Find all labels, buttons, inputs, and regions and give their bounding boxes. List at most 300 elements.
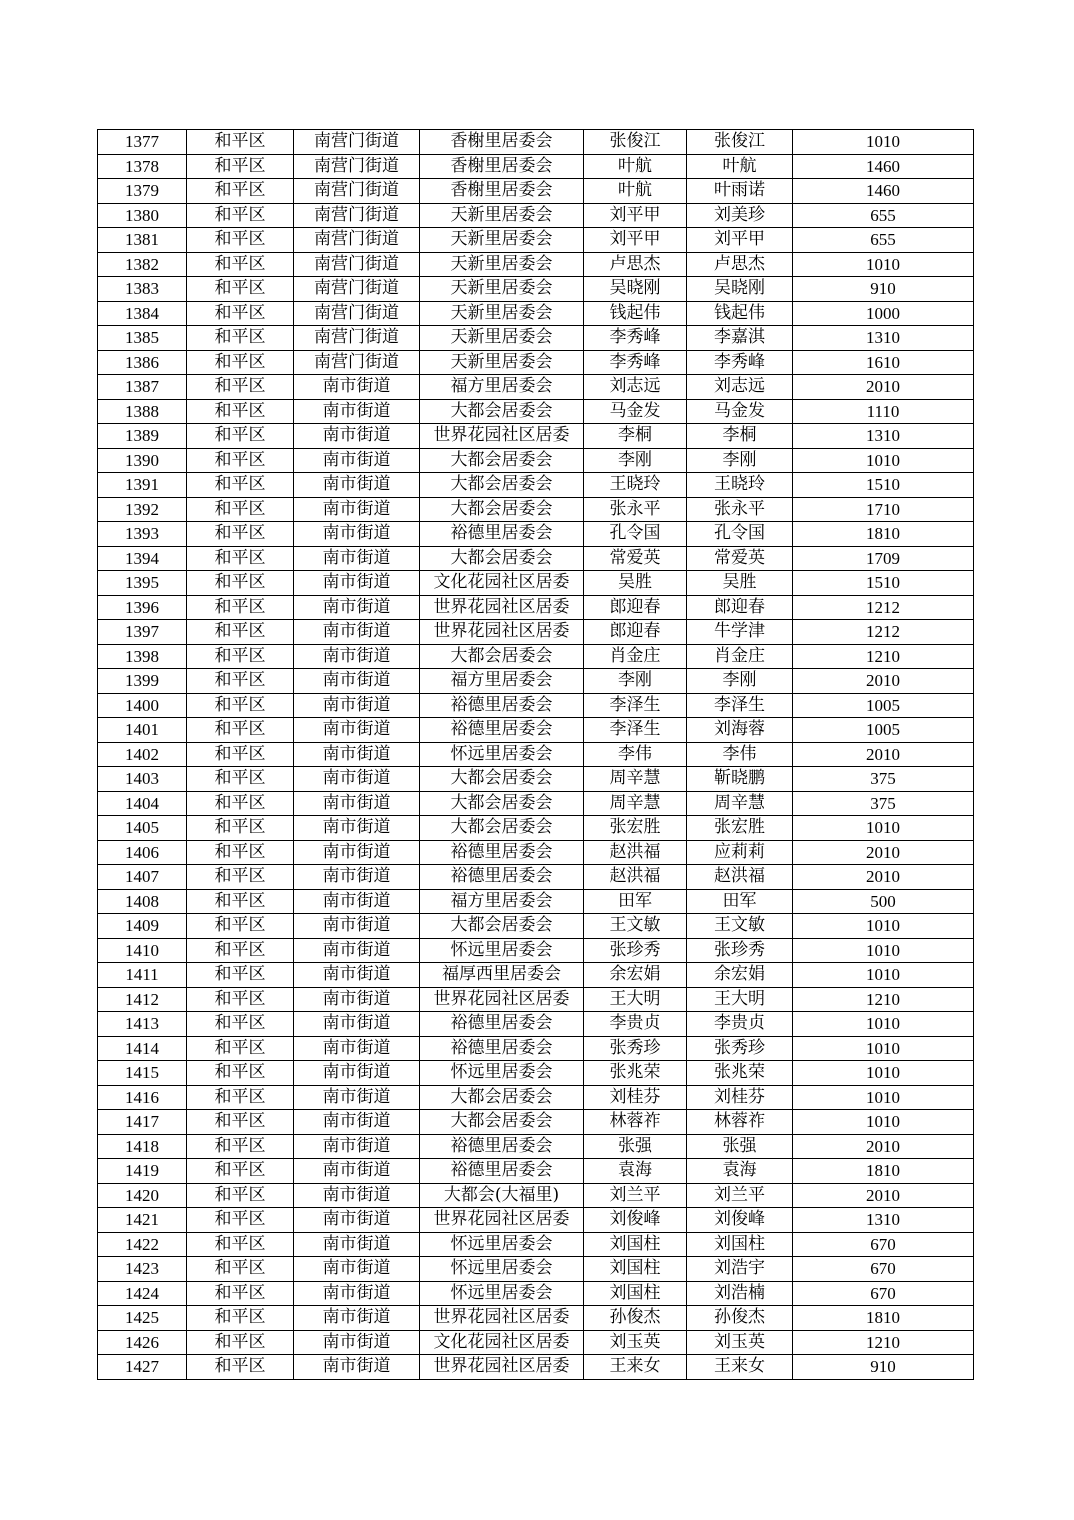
member-name-cell: 张强 bbox=[687, 1134, 793, 1159]
committee-cell: 文化花园社区居委 bbox=[420, 571, 584, 596]
amount-cell: 1310 bbox=[793, 326, 974, 351]
street-cell: 南营门街道 bbox=[294, 203, 420, 228]
street-cell: 南营门街道 bbox=[294, 252, 420, 277]
committee-cell: 裕德里居委会 bbox=[420, 1036, 584, 1061]
committee-cell: 裕德里居委会 bbox=[420, 693, 584, 718]
member-name-cell: 张兆荣 bbox=[687, 1061, 793, 1086]
district-cell: 和平区 bbox=[187, 203, 294, 228]
amount-cell: 1310 bbox=[793, 1208, 974, 1233]
street-cell: 南市街道 bbox=[294, 1159, 420, 1184]
committee-cell: 天新里居委会 bbox=[420, 228, 584, 253]
street-cell: 南市街道 bbox=[294, 1183, 420, 1208]
householder-cell: 肖金庄 bbox=[584, 644, 687, 669]
district-cell: 和平区 bbox=[187, 228, 294, 253]
member-name-cell: 张秀珍 bbox=[687, 1036, 793, 1061]
table-row bbox=[98, 1036, 974, 1061]
district-cell: 和平区 bbox=[187, 301, 294, 326]
district-cell: 和平区 bbox=[187, 1183, 294, 1208]
record-number-cell: 1421 bbox=[98, 1208, 187, 1233]
record-number-cell: 1382 bbox=[98, 252, 187, 277]
table-row bbox=[98, 718, 974, 743]
householder-cell: 王晓玲 bbox=[584, 473, 687, 498]
committee-cell: 怀远里居委会 bbox=[420, 1281, 584, 1306]
table-row bbox=[98, 228, 974, 253]
member-name-cell: 李泽生 bbox=[687, 693, 793, 718]
table-row bbox=[98, 1183, 974, 1208]
member-name-cell: 张珍秀 bbox=[687, 938, 793, 963]
amount-cell: 1212 bbox=[793, 595, 974, 620]
householder-cell: 田军 bbox=[584, 889, 687, 914]
committee-cell: 大都会居委会 bbox=[420, 473, 584, 498]
householder-cell: 吴晓刚 bbox=[584, 277, 687, 302]
street-cell: 南营门街道 bbox=[294, 179, 420, 204]
member-name-cell: 李刚 bbox=[687, 669, 793, 694]
amount-cell: 1010 bbox=[793, 914, 974, 939]
householder-cell: 刘国柱 bbox=[584, 1232, 687, 1257]
street-cell: 南市街道 bbox=[294, 448, 420, 473]
table-row bbox=[98, 546, 974, 571]
street-cell: 南市街道 bbox=[294, 693, 420, 718]
amount-cell: 1010 bbox=[793, 1110, 974, 1135]
amount-cell: 1010 bbox=[793, 938, 974, 963]
householder-cell: 孔令国 bbox=[584, 522, 687, 547]
table-row bbox=[98, 791, 974, 816]
record-number-cell: 1399 bbox=[98, 669, 187, 694]
table-row bbox=[98, 1134, 974, 1159]
committee-cell: 天新里居委会 bbox=[420, 203, 584, 228]
table-row bbox=[98, 987, 974, 1012]
committee-cell: 福厚西里居委会 bbox=[420, 963, 584, 988]
record-number-cell: 1420 bbox=[98, 1183, 187, 1208]
table-body bbox=[98, 130, 974, 1380]
district-cell: 和平区 bbox=[187, 424, 294, 449]
amount-cell: 2010 bbox=[793, 1134, 974, 1159]
record-number-cell: 1396 bbox=[98, 595, 187, 620]
table-row bbox=[98, 1355, 974, 1380]
district-cell: 和平区 bbox=[187, 350, 294, 375]
householder-cell: 刘平甲 bbox=[584, 203, 687, 228]
householder-cell: 王文敏 bbox=[584, 914, 687, 939]
table-row bbox=[98, 963, 974, 988]
record-number-cell: 1395 bbox=[98, 571, 187, 596]
householder-cell: 刘国柱 bbox=[584, 1257, 687, 1282]
record-number-cell: 1390 bbox=[98, 448, 187, 473]
committee-cell: 天新里居委会 bbox=[420, 301, 584, 326]
amount-cell: 910 bbox=[793, 1355, 974, 1380]
householder-cell: 刘平甲 bbox=[584, 228, 687, 253]
member-name-cell: 叶航 bbox=[687, 154, 793, 179]
table-row bbox=[98, 1257, 974, 1282]
record-number-cell: 1383 bbox=[98, 277, 187, 302]
table-row bbox=[98, 130, 974, 155]
district-cell: 和平区 bbox=[187, 595, 294, 620]
amount-cell: 1005 bbox=[793, 693, 974, 718]
table-row bbox=[98, 1110, 974, 1135]
amount-cell: 1010 bbox=[793, 1061, 974, 1086]
district-cell: 和平区 bbox=[187, 1134, 294, 1159]
record-number-cell: 1388 bbox=[98, 399, 187, 424]
committee-cell: 天新里居委会 bbox=[420, 252, 584, 277]
table-row bbox=[98, 595, 974, 620]
district-cell: 和平区 bbox=[187, 399, 294, 424]
committee-cell: 大都会居委会 bbox=[420, 791, 584, 816]
record-number-cell: 1417 bbox=[98, 1110, 187, 1135]
amount-cell: 1460 bbox=[793, 179, 974, 204]
committee-cell: 大都会居委会 bbox=[420, 914, 584, 939]
district-cell: 和平区 bbox=[187, 742, 294, 767]
district-cell: 和平区 bbox=[187, 448, 294, 473]
householder-cell: 刘志远 bbox=[584, 375, 687, 400]
householder-cell: 钱起伟 bbox=[584, 301, 687, 326]
table-row bbox=[98, 448, 974, 473]
street-cell: 南市街道 bbox=[294, 1208, 420, 1233]
district-cell: 和平区 bbox=[187, 1085, 294, 1110]
member-name-cell: 李桐 bbox=[687, 424, 793, 449]
member-name-cell: 吴晓刚 bbox=[687, 277, 793, 302]
amount-cell: 2010 bbox=[793, 742, 974, 767]
amount-cell: 1010 bbox=[793, 130, 974, 155]
street-cell: 南市街道 bbox=[294, 791, 420, 816]
amount-cell: 910 bbox=[793, 277, 974, 302]
district-cell: 和平区 bbox=[187, 473, 294, 498]
street-cell: 南市街道 bbox=[294, 816, 420, 841]
record-number-cell: 1386 bbox=[98, 350, 187, 375]
table-row bbox=[98, 350, 974, 375]
record-number-cell: 1413 bbox=[98, 1012, 187, 1037]
table-row bbox=[98, 669, 974, 694]
member-name-cell: 余宏娟 bbox=[687, 963, 793, 988]
member-name-cell: 马金发 bbox=[687, 399, 793, 424]
street-cell: 南市街道 bbox=[294, 644, 420, 669]
district-cell: 和平区 bbox=[187, 1257, 294, 1282]
record-number-cell: 1389 bbox=[98, 424, 187, 449]
table-row bbox=[98, 938, 974, 963]
member-name-cell: 周辛慧 bbox=[687, 791, 793, 816]
district-cell: 和平区 bbox=[187, 816, 294, 841]
householder-cell: 刘玉英 bbox=[584, 1330, 687, 1355]
table-row bbox=[98, 326, 974, 351]
street-cell: 南市街道 bbox=[294, 1085, 420, 1110]
record-number-cell: 1415 bbox=[98, 1061, 187, 1086]
table-row bbox=[98, 1306, 974, 1331]
district-cell: 和平区 bbox=[187, 1036, 294, 1061]
member-name-cell: 刘志远 bbox=[687, 375, 793, 400]
committee-cell: 天新里居委会 bbox=[420, 277, 584, 302]
householder-cell: 李秀峰 bbox=[584, 326, 687, 351]
amount-cell: 1212 bbox=[793, 620, 974, 645]
district-cell: 和平区 bbox=[187, 889, 294, 914]
record-number-cell: 1409 bbox=[98, 914, 187, 939]
committee-cell: 裕德里居委会 bbox=[420, 522, 584, 547]
table-row bbox=[98, 1330, 974, 1355]
record-number-cell: 1406 bbox=[98, 840, 187, 865]
table-row bbox=[98, 644, 974, 669]
amount-cell: 500 bbox=[793, 889, 974, 914]
member-name-cell: 田军 bbox=[687, 889, 793, 914]
householder-cell: 李秀峰 bbox=[584, 350, 687, 375]
record-number-cell: 1419 bbox=[98, 1159, 187, 1184]
member-name-cell: 王文敏 bbox=[687, 914, 793, 939]
street-cell: 南市街道 bbox=[294, 546, 420, 571]
amount-cell: 1010 bbox=[793, 963, 974, 988]
committee-cell: 裕德里居委会 bbox=[420, 1159, 584, 1184]
member-name-cell: 李贵贞 bbox=[687, 1012, 793, 1037]
member-name-cell: 卢思杰 bbox=[687, 252, 793, 277]
record-number-cell: 1394 bbox=[98, 546, 187, 571]
amount-cell: 1210 bbox=[793, 987, 974, 1012]
record-number-cell: 1403 bbox=[98, 767, 187, 792]
district-cell: 和平区 bbox=[187, 1232, 294, 1257]
table-row bbox=[98, 252, 974, 277]
street-cell: 南营门街道 bbox=[294, 350, 420, 375]
member-name-cell: 李秀峰 bbox=[687, 350, 793, 375]
district-cell: 和平区 bbox=[187, 963, 294, 988]
record-number-cell: 1384 bbox=[98, 301, 187, 326]
committee-cell: 怀远里居委会 bbox=[420, 742, 584, 767]
table-row bbox=[98, 693, 974, 718]
amount-cell: 1510 bbox=[793, 571, 974, 596]
householder-cell: 吴胜 bbox=[584, 571, 687, 596]
record-number-cell: 1418 bbox=[98, 1134, 187, 1159]
record-number-cell: 1410 bbox=[98, 938, 187, 963]
member-name-cell: 牛学津 bbox=[687, 620, 793, 645]
street-cell: 南营门街道 bbox=[294, 277, 420, 302]
committee-cell: 怀远里居委会 bbox=[420, 1232, 584, 1257]
amount-cell: 655 bbox=[793, 203, 974, 228]
street-cell: 南市街道 bbox=[294, 1306, 420, 1331]
record-number-cell: 1381 bbox=[98, 228, 187, 253]
district-cell: 和平区 bbox=[187, 1330, 294, 1355]
committee-cell: 大都会居委会 bbox=[420, 644, 584, 669]
record-number-cell: 1400 bbox=[98, 693, 187, 718]
record-number-cell: 1412 bbox=[98, 987, 187, 1012]
householder-cell: 卢思杰 bbox=[584, 252, 687, 277]
street-cell: 南市街道 bbox=[294, 1330, 420, 1355]
district-cell: 和平区 bbox=[187, 693, 294, 718]
record-number-cell: 1405 bbox=[98, 816, 187, 841]
householder-cell: 李伟 bbox=[584, 742, 687, 767]
amount-cell: 670 bbox=[793, 1257, 974, 1282]
householder-cell: 王来女 bbox=[584, 1355, 687, 1380]
district-cell: 和平区 bbox=[187, 718, 294, 743]
district-cell: 和平区 bbox=[187, 1281, 294, 1306]
street-cell: 南市街道 bbox=[294, 938, 420, 963]
committee-cell: 文化花园社区居委 bbox=[420, 1330, 584, 1355]
street-cell: 南市街道 bbox=[294, 497, 420, 522]
member-name-cell: 常爱英 bbox=[687, 546, 793, 571]
district-cell: 和平区 bbox=[187, 546, 294, 571]
table-row bbox=[98, 914, 974, 939]
record-number-cell: 1393 bbox=[98, 522, 187, 547]
table-row bbox=[98, 424, 974, 449]
record-number-cell: 1424 bbox=[98, 1281, 187, 1306]
householder-cell: 刘兰平 bbox=[584, 1183, 687, 1208]
householder-cell: 张珍秀 bbox=[584, 938, 687, 963]
record-number-cell: 1385 bbox=[98, 326, 187, 351]
district-cell: 和平区 bbox=[187, 179, 294, 204]
member-name-cell: 孙俊杰 bbox=[687, 1306, 793, 1331]
member-name-cell: 李刚 bbox=[687, 448, 793, 473]
amount-cell: 1510 bbox=[793, 473, 974, 498]
committee-cell: 福方里居委会 bbox=[420, 669, 584, 694]
table-row bbox=[98, 399, 974, 424]
table-row bbox=[98, 473, 974, 498]
district-cell: 和平区 bbox=[187, 1012, 294, 1037]
table-row bbox=[98, 1208, 974, 1233]
record-number-cell: 1411 bbox=[98, 963, 187, 988]
committee-cell: 裕德里居委会 bbox=[420, 718, 584, 743]
householder-cell: 李贵贞 bbox=[584, 1012, 687, 1037]
amount-cell: 1010 bbox=[793, 252, 974, 277]
street-cell: 南市街道 bbox=[294, 1134, 420, 1159]
table-row bbox=[98, 767, 974, 792]
householder-cell: 周辛慧 bbox=[584, 791, 687, 816]
amount-cell: 1010 bbox=[793, 1085, 974, 1110]
street-cell: 南市街道 bbox=[294, 1061, 420, 1086]
amount-cell: 670 bbox=[793, 1281, 974, 1306]
record-number-cell: 1427 bbox=[98, 1355, 187, 1380]
record-number-cell: 1391 bbox=[98, 473, 187, 498]
record-number-cell: 1379 bbox=[98, 179, 187, 204]
table-row bbox=[98, 375, 974, 400]
member-name-cell: 王大明 bbox=[687, 987, 793, 1012]
committee-cell: 裕德里居委会 bbox=[420, 1012, 584, 1037]
amount-cell: 1810 bbox=[793, 1159, 974, 1184]
table-row bbox=[98, 1232, 974, 1257]
table-row bbox=[98, 1012, 974, 1037]
amount-cell: 2010 bbox=[793, 865, 974, 890]
householder-cell: 林蓉祚 bbox=[584, 1110, 687, 1135]
member-name-cell: 刘美珍 bbox=[687, 203, 793, 228]
householder-cell: 赵洪福 bbox=[584, 865, 687, 890]
amount-cell: 1000 bbox=[793, 301, 974, 326]
committee-cell: 大都会居委会 bbox=[420, 448, 584, 473]
record-number-cell: 1380 bbox=[98, 203, 187, 228]
amount-cell: 1709 bbox=[793, 546, 974, 571]
district-cell: 和平区 bbox=[187, 987, 294, 1012]
member-name-cell: 靳晓鹏 bbox=[687, 767, 793, 792]
street-cell: 南营门街道 bbox=[294, 228, 420, 253]
member-name-cell: 王晓玲 bbox=[687, 473, 793, 498]
table-row bbox=[98, 571, 974, 596]
street-cell: 南市街道 bbox=[294, 1012, 420, 1037]
member-name-cell: 刘兰平 bbox=[687, 1183, 793, 1208]
street-cell: 南市街道 bbox=[294, 1257, 420, 1282]
committee-cell: 香榭里居委会 bbox=[420, 154, 584, 179]
table-row bbox=[98, 1159, 974, 1184]
member-name-cell: 应莉莉 bbox=[687, 840, 793, 865]
member-name-cell: 刘俊峰 bbox=[687, 1208, 793, 1233]
householder-cell: 刘国柱 bbox=[584, 1281, 687, 1306]
district-cell: 和平区 bbox=[187, 1355, 294, 1380]
householder-cell: 马金发 bbox=[584, 399, 687, 424]
table-row bbox=[98, 816, 974, 841]
table-row bbox=[98, 179, 974, 204]
district-cell: 和平区 bbox=[187, 938, 294, 963]
householder-cell: 张兆荣 bbox=[584, 1061, 687, 1086]
member-name-cell: 李嘉淇 bbox=[687, 326, 793, 351]
district-cell: 和平区 bbox=[187, 252, 294, 277]
amount-cell: 1210 bbox=[793, 644, 974, 669]
district-cell: 和平区 bbox=[187, 669, 294, 694]
table-row bbox=[98, 1085, 974, 1110]
committee-cell: 大都会居委会 bbox=[420, 497, 584, 522]
street-cell: 南市街道 bbox=[294, 620, 420, 645]
record-number-cell: 1392 bbox=[98, 497, 187, 522]
district-cell: 和平区 bbox=[187, 840, 294, 865]
member-name-cell: 李伟 bbox=[687, 742, 793, 767]
member-name-cell: 王来女 bbox=[687, 1355, 793, 1380]
amount-cell: 1010 bbox=[793, 1036, 974, 1061]
record-number-cell: 1398 bbox=[98, 644, 187, 669]
householder-cell: 郎迎春 bbox=[584, 620, 687, 645]
committee-cell: 世界花园社区居委 bbox=[420, 424, 584, 449]
street-cell: 南市街道 bbox=[294, 963, 420, 988]
district-cell: 和平区 bbox=[187, 644, 294, 669]
householder-cell: 张秀珍 bbox=[584, 1036, 687, 1061]
member-name-cell: 孔令国 bbox=[687, 522, 793, 547]
table-row bbox=[98, 840, 974, 865]
street-cell: 南市街道 bbox=[294, 473, 420, 498]
street-cell: 南市街道 bbox=[294, 522, 420, 547]
street-cell: 南营门街道 bbox=[294, 154, 420, 179]
table-row bbox=[98, 522, 974, 547]
committee-cell: 大都会居委会 bbox=[420, 1085, 584, 1110]
district-cell: 和平区 bbox=[187, 1306, 294, 1331]
district-cell: 和平区 bbox=[187, 620, 294, 645]
member-name-cell: 吴胜 bbox=[687, 571, 793, 596]
record-number-cell: 1426 bbox=[98, 1330, 187, 1355]
district-cell: 和平区 bbox=[187, 375, 294, 400]
committee-cell: 世界花园社区居委 bbox=[420, 595, 584, 620]
member-name-cell: 叶雨诺 bbox=[687, 179, 793, 204]
committee-cell: 大都会(大福里) bbox=[420, 1183, 584, 1208]
table-row bbox=[98, 620, 974, 645]
record-number-cell: 1377 bbox=[98, 130, 187, 155]
street-cell: 南市街道 bbox=[294, 742, 420, 767]
table-row bbox=[98, 154, 974, 179]
data-table bbox=[97, 129, 974, 1380]
amount-cell: 1610 bbox=[793, 350, 974, 375]
householder-cell: 叶航 bbox=[584, 179, 687, 204]
member-name-cell: 刘浩宇 bbox=[687, 1257, 793, 1282]
amount-cell: 1010 bbox=[793, 1012, 974, 1037]
street-cell: 南市街道 bbox=[294, 718, 420, 743]
district-cell: 和平区 bbox=[187, 1061, 294, 1086]
householder-cell: 李刚 bbox=[584, 448, 687, 473]
committee-cell: 大都会居委会 bbox=[420, 1110, 584, 1135]
committee-cell: 天新里居委会 bbox=[420, 326, 584, 351]
committee-cell: 福方里居委会 bbox=[420, 375, 584, 400]
street-cell: 南市街道 bbox=[294, 865, 420, 890]
committee-cell: 裕德里居委会 bbox=[420, 840, 584, 865]
householder-cell: 常爱英 bbox=[584, 546, 687, 571]
street-cell: 南市街道 bbox=[294, 1036, 420, 1061]
member-name-cell: 袁海 bbox=[687, 1159, 793, 1184]
householder-cell: 赵洪福 bbox=[584, 840, 687, 865]
member-name-cell: 刘桂芬 bbox=[687, 1085, 793, 1110]
committee-cell: 裕德里居委会 bbox=[420, 1134, 584, 1159]
committee-cell: 大都会居委会 bbox=[420, 816, 584, 841]
street-cell: 南市街道 bbox=[294, 1355, 420, 1380]
member-name-cell: 林蓉祚 bbox=[687, 1110, 793, 1135]
street-cell: 南市街道 bbox=[294, 914, 420, 939]
record-number-cell: 1378 bbox=[98, 154, 187, 179]
committee-cell: 世界花园社区居委 bbox=[420, 987, 584, 1012]
amount-cell: 1005 bbox=[793, 718, 974, 743]
amount-cell: 375 bbox=[793, 767, 974, 792]
member-name-cell: 张俊江 bbox=[687, 130, 793, 155]
